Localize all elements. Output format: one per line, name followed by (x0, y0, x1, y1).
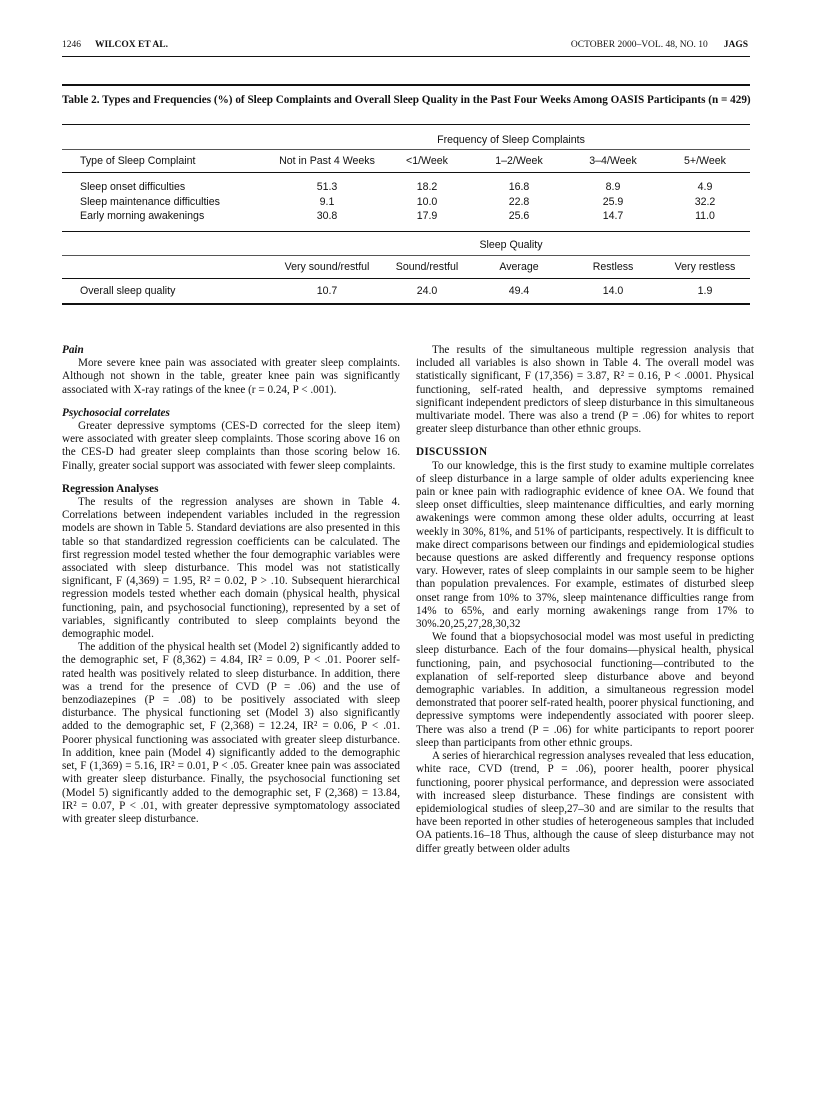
table-top-rule (62, 84, 750, 86)
table-cell: 30.8 (316, 210, 338, 222)
psychosocial-heading: Psychosocial correlates (62, 406, 170, 419)
col-header-3-4-week: 3–4/Week (566, 150, 660, 173)
table-cell: 24.0 (382, 279, 472, 305)
table-cell: 51.3 (272, 173, 382, 196)
sleep-complaints-table (62, 124, 750, 305)
table-row (62, 209, 750, 232)
table-row (62, 195, 750, 209)
table-caption: Table 2. Types and Frequencies (%) of Sleep Complaints and Overall Sleep Quality in the Past Four Weeks Among OASIS Participants (n = 429) (62, 94, 751, 106)
table-cell: 9.1 (319, 196, 335, 208)
table-cell: 10.7 (272, 279, 382, 305)
table-cell: 10.0 (416, 196, 438, 208)
table-cell: 4.9 (660, 173, 750, 196)
table-cell: 22.8 (508, 196, 530, 208)
frequency-spanner: Frequency of Sleep Complaints (437, 134, 585, 146)
sleep-quality-spanner: Sleep Quality (272, 232, 750, 256)
col-header-very-sound: Very sound/restful (272, 256, 382, 279)
table-cell: 8.9 (566, 173, 660, 196)
row-label: Sleep maintenance difficulties (80, 196, 220, 208)
regression-heading: Regression Analyses (62, 482, 159, 495)
col-header-sound: Sound/restful (382, 256, 472, 279)
regression-paragraph-2: The addition of the physical health set (Model 2) significantly added to the demographic set, F (8,362) = 4.84, IR² = 0.09, P < .01. Poorer self-rated health was positively related to sleep disturbance. In addition, there was a trend for the presence of CVD (P = .06) and the use of benzodiazepines (P = .08) to be positively associated with sleep disturbance. The physical functioning set (Model 3) also significantly added to the demographic set, F (2,368) = 12.24, IR² = 0.06, P < .01. Poorer physical functioning was associated with greater sleep disturbance. In addition, knee pain (Model 4) significantly added to the demographic set, F (1,369) = 5.16, IR² = 0.01, P < .05. Greater knee pain was associated with greater sleep disturbance. Finally, the psychosocial functioning set (Model 5) significantly added to the demographic set, F (2,368) = 13.84, IR² = 0.07, P < .01, with greater depressive symptomatology associated with greater sleep disturbance. (62, 641, 400, 825)
table-cell: 17.9 (416, 210, 438, 222)
page-number: 1246 (62, 40, 81, 50)
table-cell: 18.2 (382, 173, 472, 196)
table-row (62, 173, 750, 196)
pain-heading: Pain (62, 344, 84, 356)
table-cell: 14.7 (602, 210, 624, 222)
col-header-lt1-week: <1/Week (382, 150, 472, 173)
discussion-paragraph-1: To our knowledge, this is the first study to examine multiple correlates of sleep disturbance in a large sample of older adults experiencing knee pain or knee pain with radiographic evidence of knee OA. We found that sleep onset difficulties, sleep maintenance difficulties, and early morning awakenings were common among these older adults, occurring at least weekly in 30%, 81%, and 51% of participants, respectively. It is difficult to make direct comparisons between our findings and epidemiological studies because questions are asked differently and frequency response options vary. However, rates of sleep complaints in our sample seem to be higher than population prevalences. For example, estimates of disturbed sleep onset range from 10% to 37%, sleep maintenance difficulties range from 14% to 65%, and early morning awakenings range from 17% to 30%.20,25,27,28,30,32 (416, 459, 754, 631)
left-column (62, 344, 400, 826)
journal-name: JAGS (723, 40, 748, 50)
table-cell: 11.0 (695, 210, 715, 222)
col-header-very-restless: Very restless (660, 256, 750, 279)
table-cell: 49.4 (472, 279, 566, 305)
psychosocial-paragraph: Greater depressive symptoms (CES-D corrected for the sleep item) were associated with greater sleep complaints. Those scoring above 16 on the CES-D had greater sleep complaints than those scoring below 16. Finally, greater social support was associated with fewer sleep complaints. (62, 420, 400, 472)
table-cell: 25.9 (602, 196, 624, 208)
table-cell: 32.2 (694, 196, 716, 208)
table-cell: 25.6 (508, 210, 530, 222)
col-header-1-2-week: 1–2/Week (472, 150, 566, 173)
discussion-paragraph-2: We found that a biopsychosocial model was most useful in predicting sleep disturbance. Each of the four domains—physical health, physical functioning, pain, and psychosocial functioning—contributed to the explanation of self-reported sleep disturbance above and beyond demographic variables. In addition, a simultaneous regression model demonstrated that poorer self-rated health, poorer physical functioning, and depressive symptoms were independently associated with poorer sleep. There was also a trend (P = .06) for white participants to report poorer sleep than participants from other ethnic groups. (416, 631, 754, 749)
right-column (416, 344, 754, 856)
col-header-average: Average (472, 256, 566, 279)
discussion-heading: DISCUSSION (416, 446, 488, 459)
col-header-restless: Restless (566, 256, 660, 279)
col-header-5plus-week: 5+/Week (660, 150, 750, 173)
running-authors: WILCOX ET AL. (95, 40, 168, 50)
multiple-regression-paragraph: The results of the simultaneous multiple regression analysis that included all variables is also shown in Table 4. The overall model was statistically significant, F (17,356) = 3.87, R² = 0.16, P < .0001. Physical functioning, self-rated health, and depressive symptoms remained significant independent predictors of sleep disturbance in this simultaneous multivariate model. There was also a trend (P = .06) for whites to report greater sleep disturbance than other ethnic groups. (416, 344, 754, 436)
regression-paragraph-1: The results of the regression analyses are shown in Table 4. Correlations between independent variables included in the regression models are shown in Table 5. Standard deviations are also presented in this table so that standardized regression coefficients can be calculated. The first regression model tested whether the four demographic variables were associated with sleep disturbance. This model was not statistically significant, F (4,369) = 1.95, R² = 0.02, P > .10. Subsequent hierarchical regression models tested whether each domain (physical health, physical functioning, pain, and psychosocial functioning), represented by a set of variables, significantly contributed to sleep complaints beyond the demographic model. (62, 496, 400, 641)
row-label: Overall sleep quality (62, 279, 272, 305)
row-label: Sleep onset difficulties (62, 173, 272, 196)
issue-info: OCTOBER 2000–VOL. 48, NO. 10 (570, 40, 708, 50)
pain-paragraph: More severe knee pain was associated with greater sleep complaints. Although not shown in the table, greater knee pain was significantly associated with X-ray ratings of the knee (r = 0.24, P < .001). (62, 357, 400, 396)
row-label: Early morning awakenings (80, 210, 205, 222)
col-header-type: Type of Sleep Complaint (62, 150, 272, 173)
header-rule (62, 56, 750, 57)
table-cell: 14.0 (566, 279, 660, 305)
table-cell: 1.9 (660, 279, 750, 305)
running-header (62, 40, 748, 54)
discussion-paragraph-3: A series of hierarchical regression analyses revealed that less education, white race, CVD (trend, P = .06), poorer health, poorer physical functioning, poorer physical performance, and depression were associated with increased sleep disturbance. These findings are consistent with epidemiological studies of sleep,27–30 and are similar to the results that have been reported in other studies of heterogeneous samples that included OA patients.16–18 Thus, although the cause of sleep disturbance may not differ greatly between older adults (416, 750, 754, 855)
col-header-not-past-4-weeks: Not in Past 4 Weeks (272, 150, 382, 173)
table-cell: 16.8 (472, 173, 566, 196)
table-row (62, 279, 750, 305)
